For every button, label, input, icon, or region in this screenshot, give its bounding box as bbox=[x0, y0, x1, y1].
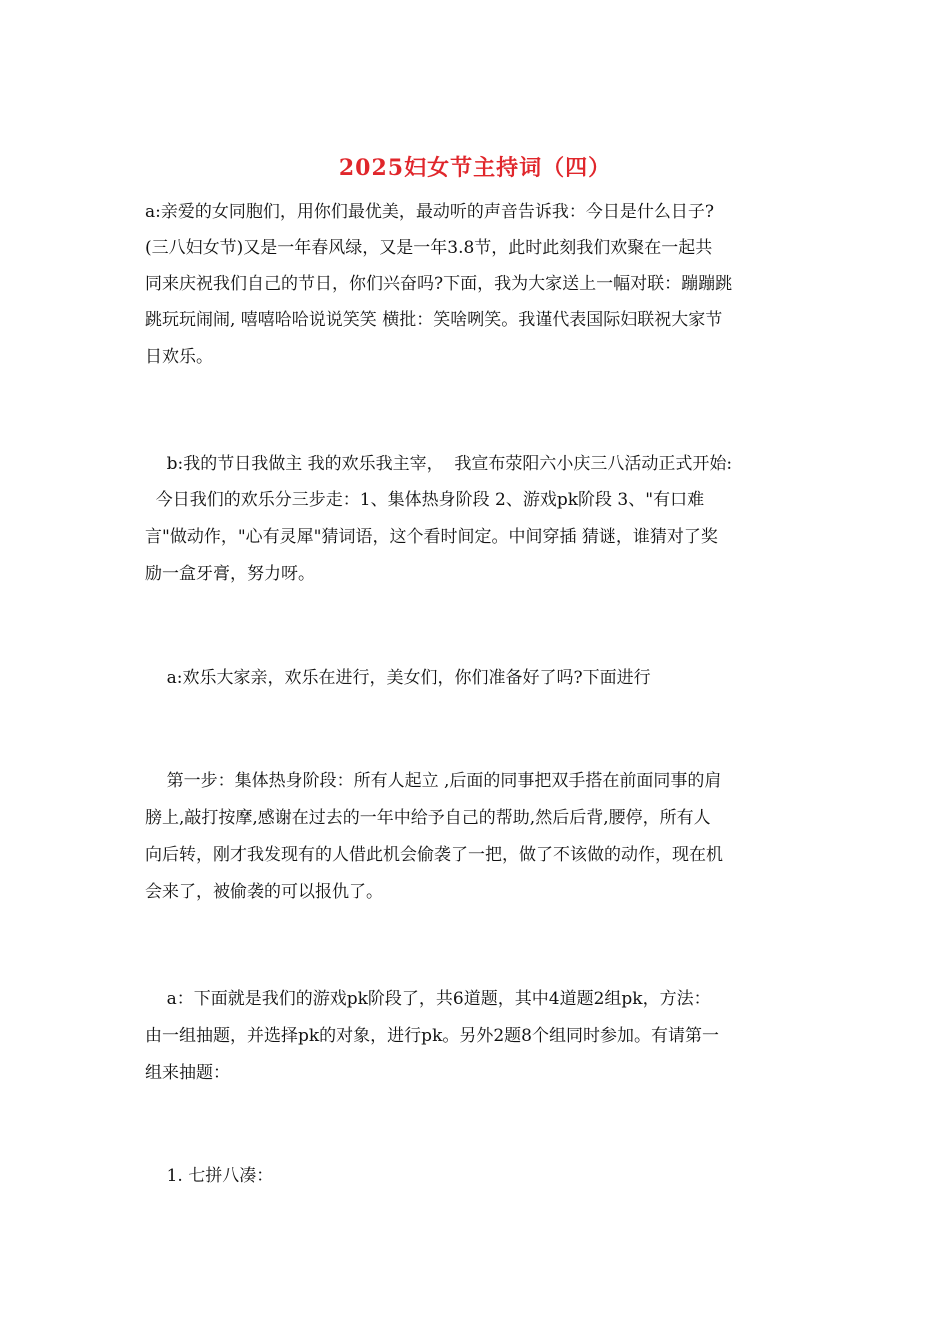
paragraph-b-line-3: 言"做动作，"心有灵犀"猜词语，这个看时间定。中间穿插 猜谜，谁猜对了奖 bbox=[145, 527, 718, 547]
paragraph-b-line-1: b:我的节日我做主 我的欢乐我主宰， 我宣布荥阳六小庆三八活动正式开始: bbox=[145, 454, 733, 474]
paragraph-a3-line-2: 由一组抽题，并选择pk的对象，进行pk。另外2题8个组同时参加。有请第一 bbox=[145, 1026, 719, 1046]
paragraph-b-line-2: 今日我们的欢乐分三步走：1、集体热身阶段 2、游戏pk阶段 3、"有口难 bbox=[145, 490, 705, 510]
paragraph-a3-line-3: 组来抽题： bbox=[145, 1063, 230, 1083]
paragraph-a1-line-3: 同来庆祝我们自己的节日，你们兴奋吗?下面，我为大家送上一幅对联：蹦蹦跳 bbox=[145, 274, 733, 294]
paragraph-a2-line-1: a:欢乐大家亲，欢乐在进行，美女们，你们准备好了吗?下面进行 bbox=[145, 668, 651, 688]
paragraph-a3-line-1: a：下面就是我们的游戏pk阶段了，共6道题，其中4道题2组pk，方法： bbox=[145, 989, 711, 1009]
paragraph-a1-line-4: 跳玩玩闹闹, 嘻嘻哈哈说说笑笑 横批：笑啥咧笑。我谨代表国际妇联祝大家节 bbox=[145, 310, 723, 330]
paragraph-a1-line-5: 日欢乐。 bbox=[145, 347, 213, 367]
paragraph-step1-line-1: 第一步：集体热身阶段：所有人起立 ,后面的同事把双手搭在前面同事的肩 bbox=[145, 771, 722, 791]
paragraph-a1-line-2: (三八妇女节)又是一年春风绿，又是一年3.8节，此时此刻我们欢聚在一起共 bbox=[145, 238, 713, 258]
paragraph-b-line-4: 励一盒牙膏，努力呀。 bbox=[145, 564, 315, 584]
paragraph-step1-line-3: 向后转，刚才我发现有的人借此机会偷袭了一把，做了不该做的动作，现在机 bbox=[145, 845, 723, 865]
paragraph-step1-line-2: 膀上,敲打按摩,感谢在过去的一年中给予自己的帮助,然后后背,腰停，所有人 bbox=[145, 808, 711, 828]
document-title: 2025妇女节主持词（四） bbox=[338, 155, 612, 181]
paragraph-step1-line-4: 会来了，被偷袭的可以报仇了。 bbox=[145, 882, 383, 902]
list-item-1: 1. 七拼八凑： bbox=[145, 1166, 274, 1186]
paragraph-a1-line-1: a:亲爱的女同胞们，用你们最优美，最动听的声音告诉我：今日是什么日子? bbox=[145, 202, 714, 222]
